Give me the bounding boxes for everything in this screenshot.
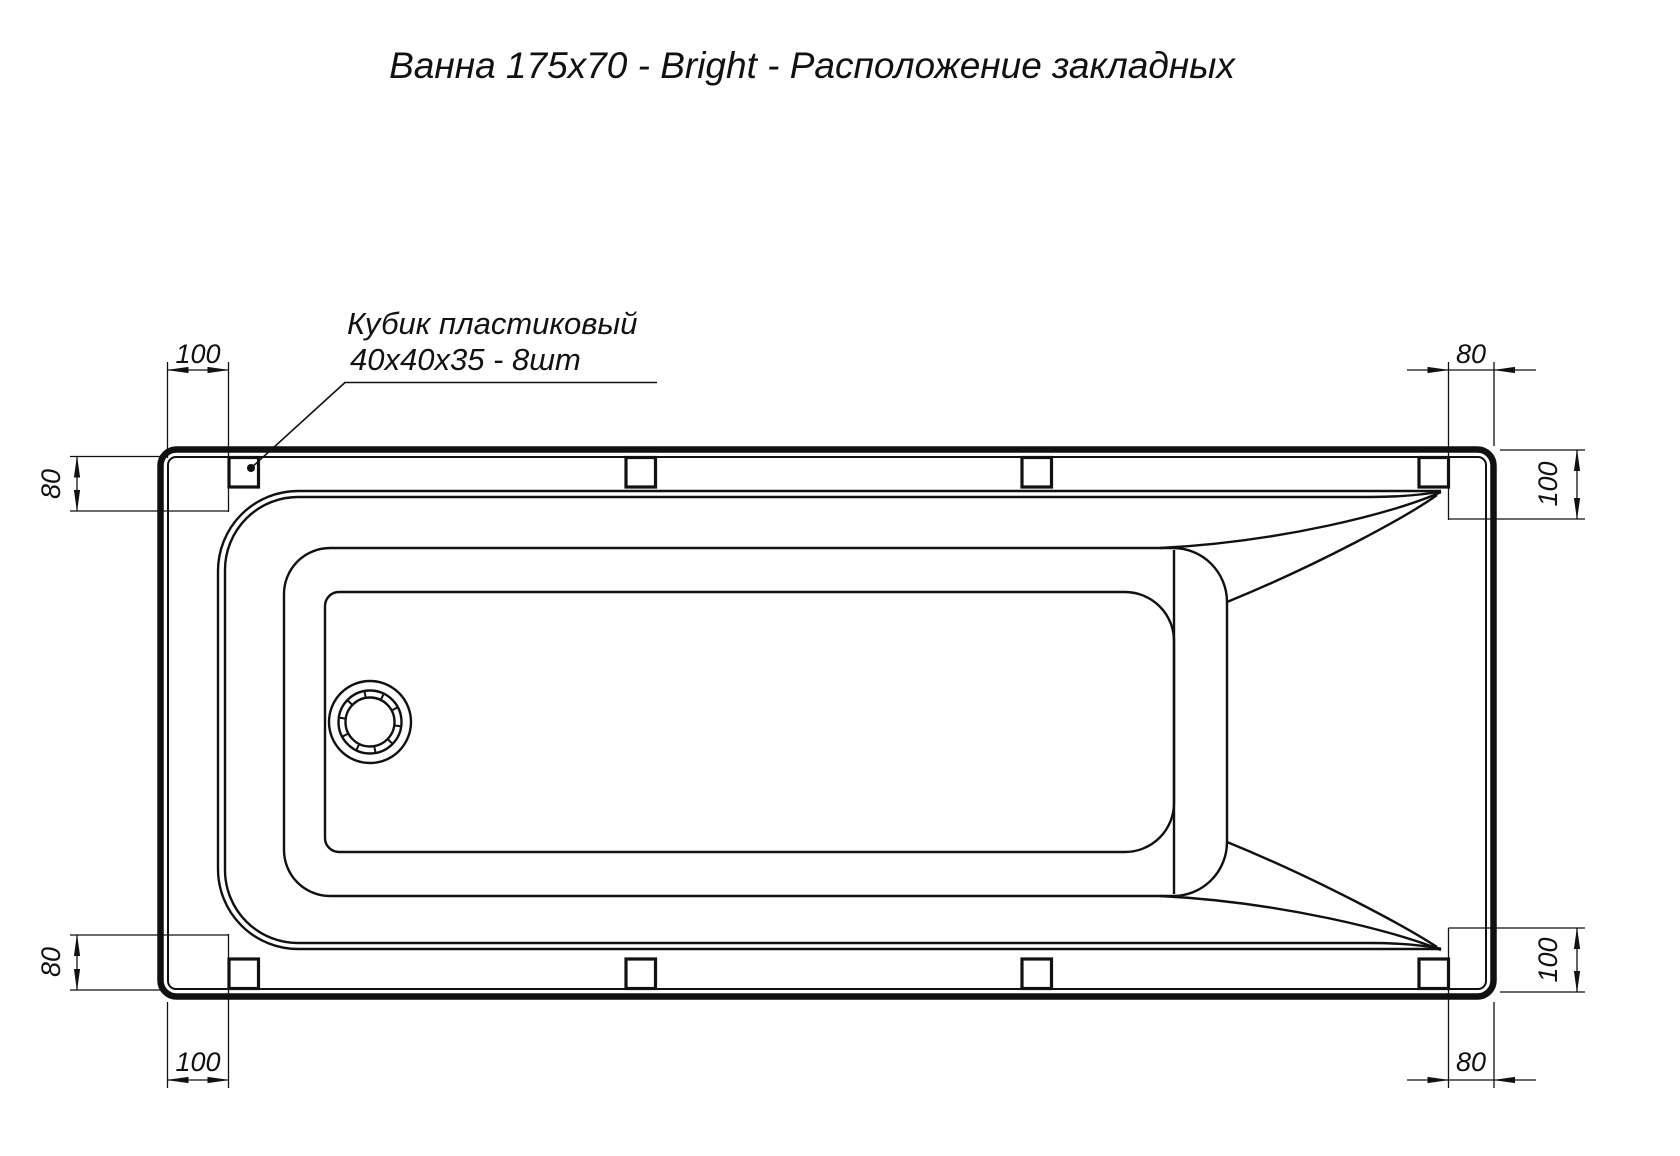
- dim-label-bottom-left: 100: [175, 1047, 221, 1077]
- basin-wall-top-contour: [284, 548, 1227, 896]
- dim-top-left-100: [168, 339, 229, 512]
- dim-label-left-bottom: 80: [36, 946, 66, 978]
- basin-lip-inner-line: [225, 492, 1441, 949]
- cube-bottom-mid-left: [626, 959, 656, 989]
- callout-leader-line: [251, 383, 345, 469]
- cube-top-right: [1419, 458, 1449, 488]
- drain: [329, 681, 411, 763]
- callout-leader-dot: [247, 464, 255, 472]
- dim-label-bottom-right: 80: [1455, 1047, 1487, 1077]
- dim-right-bottom-100: [1449, 928, 1586, 992]
- cube-top-mid-left: [626, 458, 656, 488]
- dim-bottom-right-80: [1407, 928, 1536, 1088]
- dim-bottom-left-100: [168, 934, 229, 1088]
- drain-outer-circle: [329, 681, 411, 763]
- dim-label-top-right: 80: [1455, 339, 1487, 369]
- drain-inner-circle: [346, 698, 395, 747]
- dim-left-top-80: [36, 457, 229, 512]
- tub-rim-inner-edge: [168, 457, 1486, 989]
- dim-label-right-top: 100: [1533, 461, 1563, 507]
- cube-top-left: [229, 458, 259, 488]
- basin-floor-contour: [325, 592, 1174, 852]
- backrest-slope-top-inner: [1227, 495, 1437, 602]
- cube-bottom-right: [1419, 959, 1449, 989]
- cube-bottom-left: [229, 959, 259, 989]
- dim-left-bottom-80: [36, 935, 229, 990]
- dim-label-right-bottom: 100: [1533, 937, 1563, 983]
- backrest-slope-bottom-inner: [1227, 842, 1437, 947]
- dim-label-top-left: 100: [175, 339, 221, 369]
- cube-bottom-mid-right: [1022, 959, 1052, 989]
- cube-top-mid-right: [1022, 458, 1052, 488]
- page-title: Ванна 175x70 - Bright - Расположение закладных: [389, 45, 1235, 86]
- callout-text-line1: Кубик пластиковый: [347, 306, 638, 341]
- dim-label-left-top: 80: [36, 468, 66, 500]
- callout-text-line2: 40x40x35 - 8шт: [350, 342, 581, 377]
- dim-right-top-100: [1449, 450, 1586, 519]
